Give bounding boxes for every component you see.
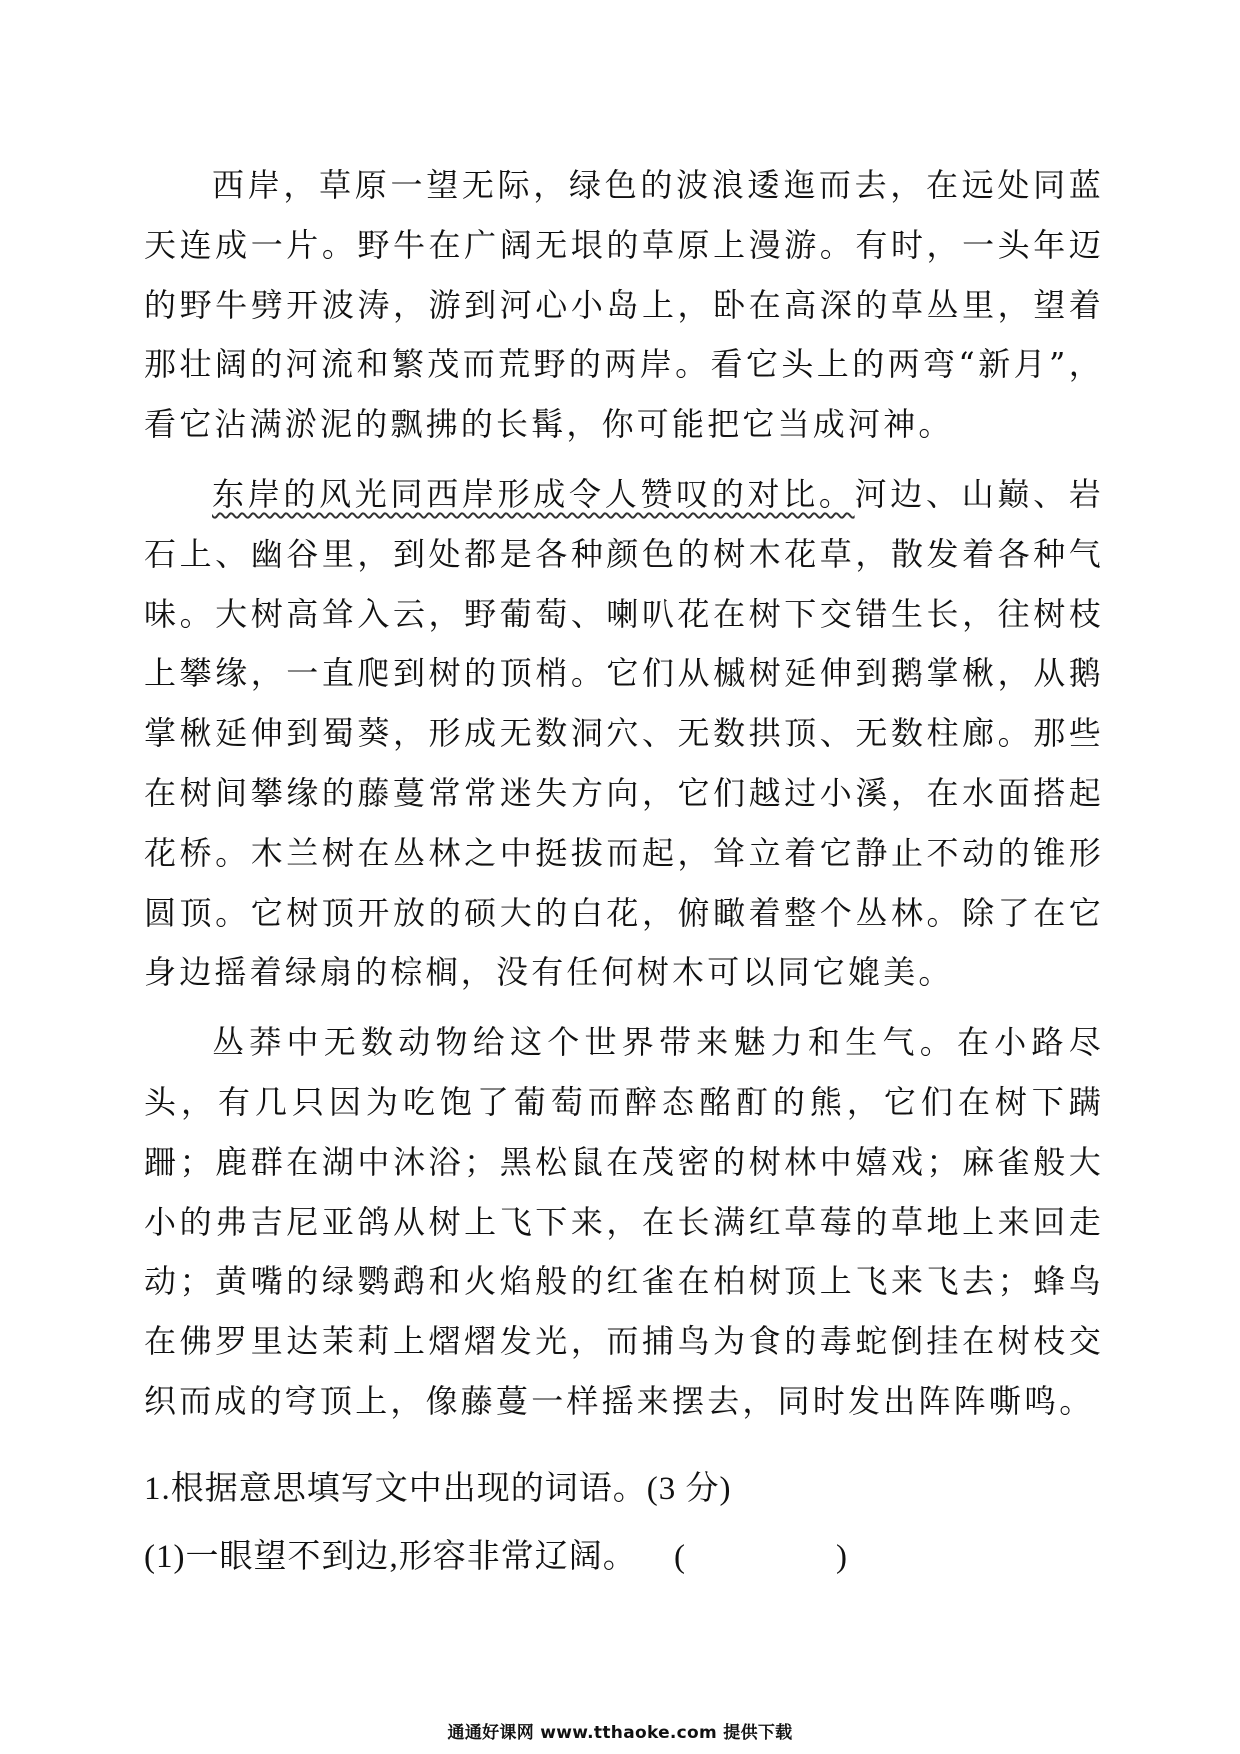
reading-passage (144, 156, 1104, 1442)
answer-blank[interactable] (674, 1539, 848, 1576)
paragraph-east-bank-rest: 河边、山巅、岩石上、幽谷里，到处都是各种颜色的树木花草，散发着各种气味。大树高耸入云，野葡萄、喇叭花在树下交错生长，往树枝上攀缘，一直爬到树的顶梢。它们从槭树延伸到鹅掌楸，从鹅掌楸延伸到蜀葵，形成无数洞穴、无数拱顶、无数柱廊。那些在树间攀缘的藤蔓常常迷失方向，它们越过小溪，在水面搭起花桥。木兰树在丛林之中挺拔而起，耸立着它静止不动的锥形圆顶。它树顶开放的硕大的白花，俯瞰着整个丛林。除了在它身边摇着绿扇的棕榈，没有任何树木可以同它媲美。 (144, 474, 1104, 992)
paren-close: ) (835, 1539, 848, 1575)
question-1-title: 1.根据意思填写文中出现的词语。(3 分) (144, 1471, 732, 1507)
question-1-item-1-text: (1)一眼望不到边,形容非常辽阔。 (144, 1539, 637, 1575)
wavy-underlined-sentence: 东岸的风光同西岸形成令人赞叹的对比。 (212, 474, 855, 513)
question-1-item-1 (144, 1530, 1104, 1577)
paragraph-east-bank (144, 465, 1104, 1003)
paragraph-animals: 丛莽中无数动物给这个世界带来魅力和生气。在小路尽头，有几只因为吃饱了葡萄而醉态酩酊的熊，它们在树下蹒跚；鹿群在湖中沐浴；黑松鼠在茂密的树林中嬉戏；麻雀般大小的弗吉尼亚鸽从树上飞下来，在长满红草莓的草地上来回走动；黄嘴的绿鹦鹉和火焰般的红雀在柏树顶上飞来飞去；蜂鸟在佛罗里达茉莉上熠熠发光，而捕鸟为食的毒蛇倒挂在树枝交织而成的穹顶上，像藤蔓一样摇来摆去，同时发出阵阵嘶鸣。 (144, 1023, 1104, 1420)
paren-open: ( (673, 1539, 686, 1575)
paragraph-west-bank: 西岸，草原一望无际，绿色的波浪逶迤而去，在远处同蓝天连成一片。野牛在广阔无垠的草原上漫游。有时，一头年迈的野牛劈开波涛，游到河心小岛上，卧在高深的草丛里，望着那壮阔的河流和繁茂而荒野的两岸。看它头上的两弯“新月”，看它沾满淤泥的飘拂的长髯，你可能把它当成河神。 (144, 166, 1104, 444)
footer-download-note: 通通好课网 www.tthaoke.com 提供下载 (447, 1723, 793, 1743)
